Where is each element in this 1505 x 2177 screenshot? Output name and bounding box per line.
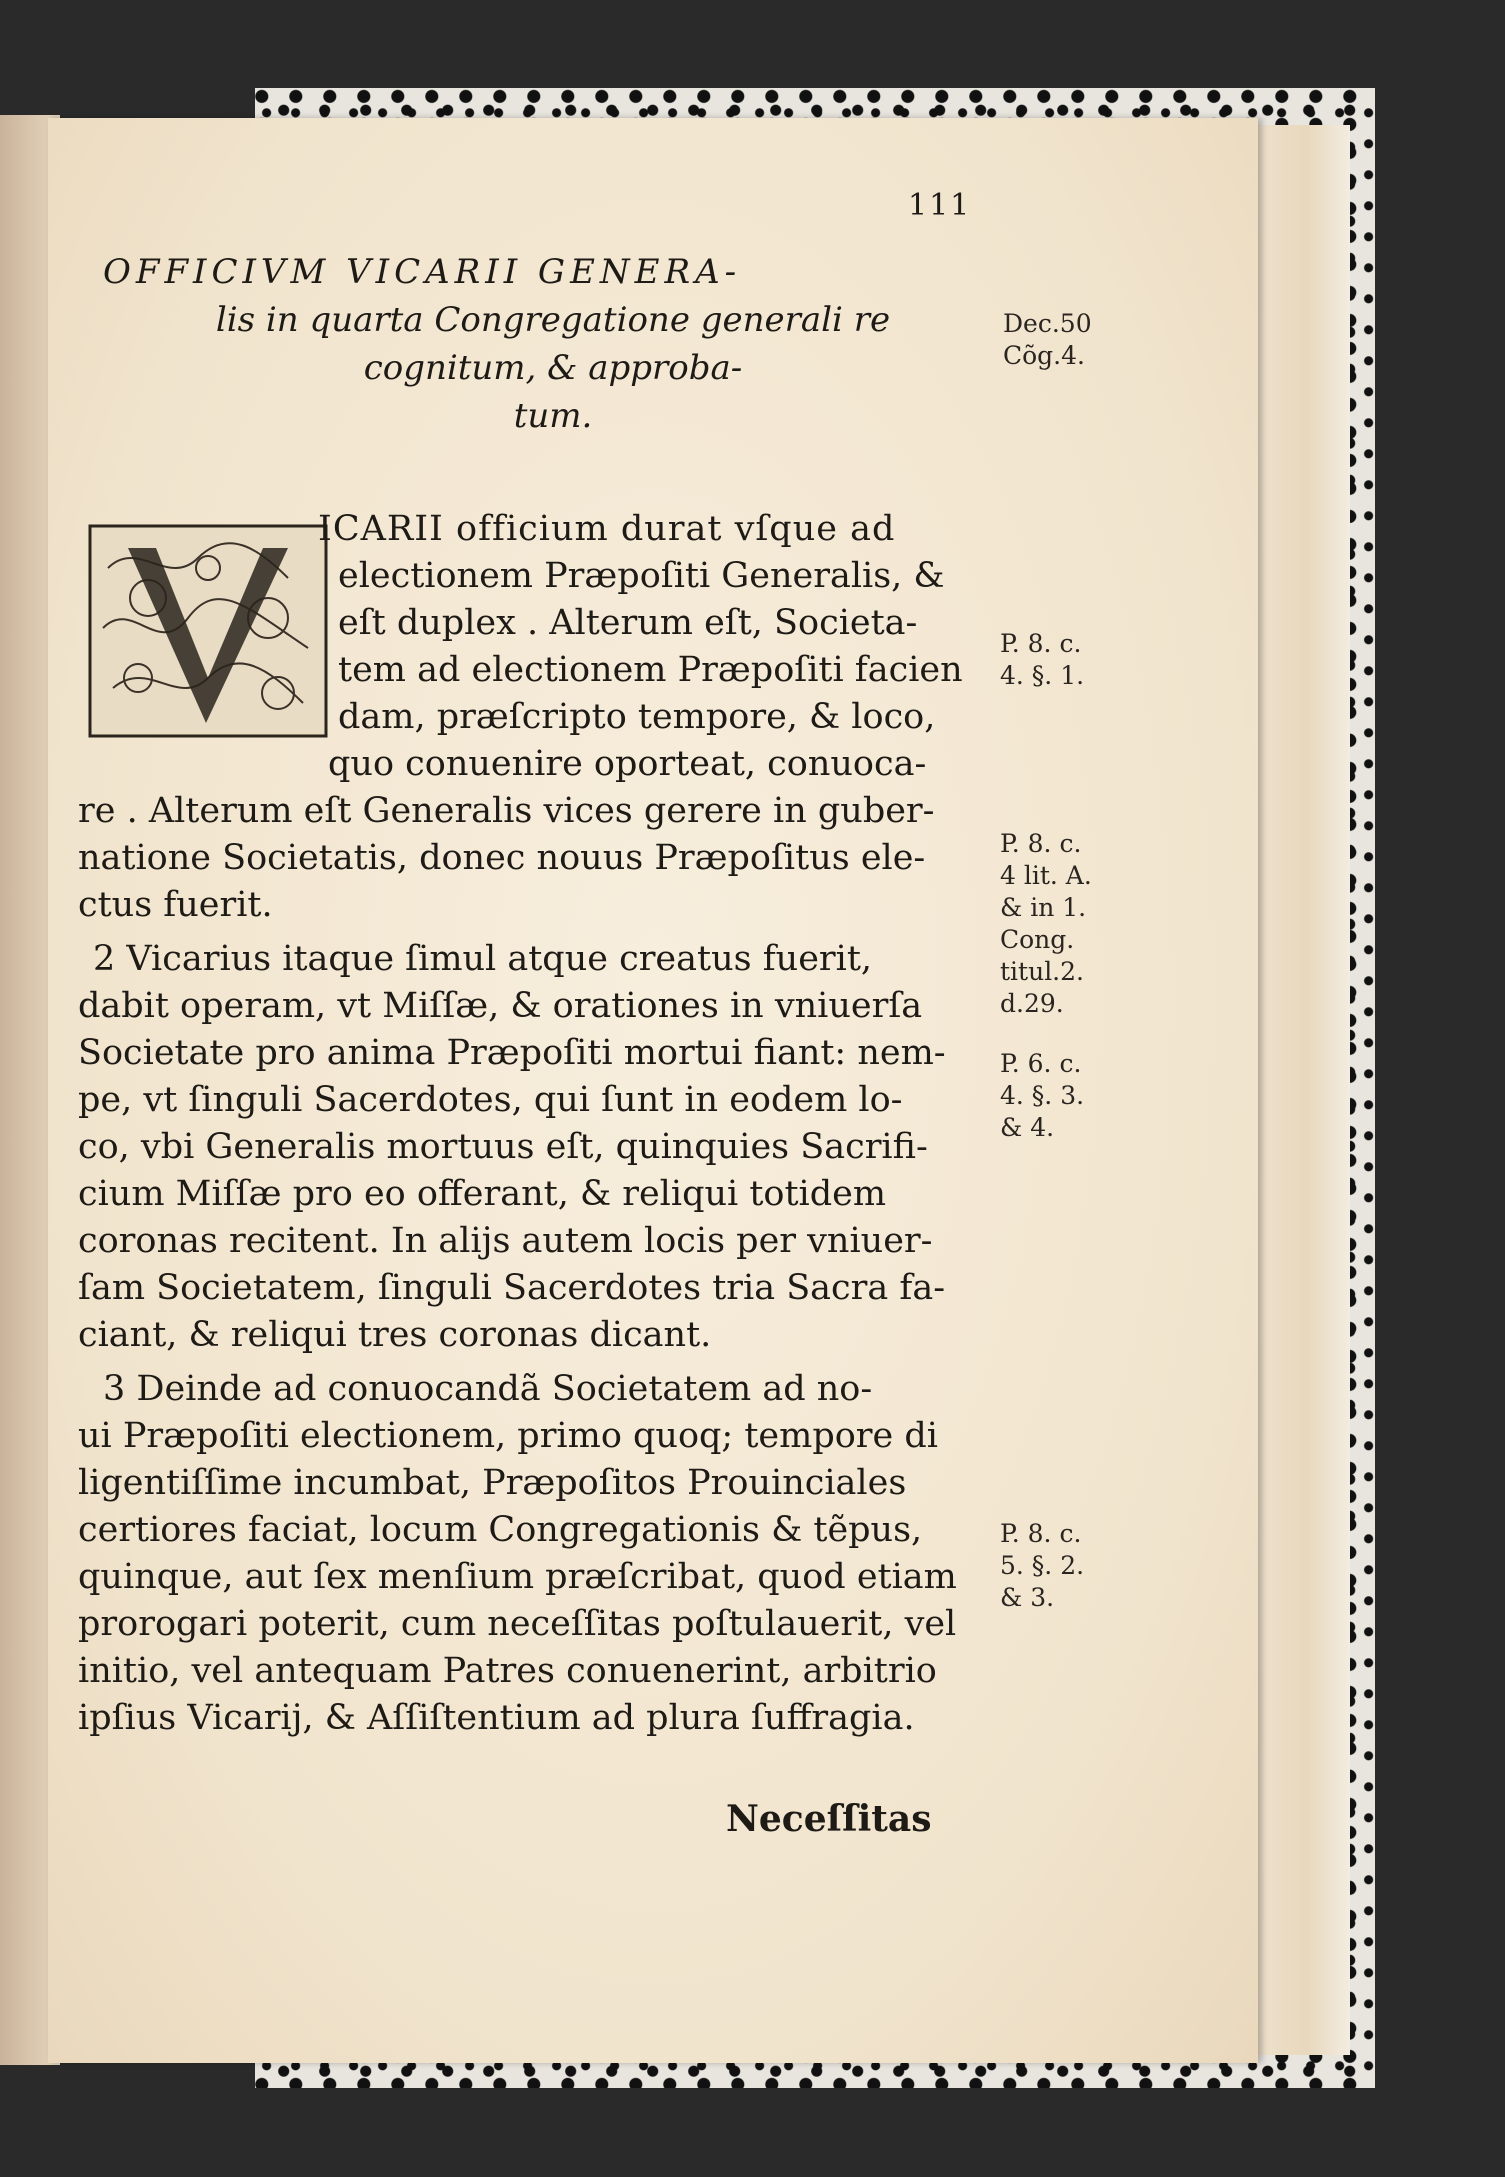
body-line: dabit operam, vt Miſſæ, & orationes in vniuerſa [78,986,923,1026]
body-line: ICARII officium durat vſque ad [318,509,896,549]
body-line: certiores faciat, locum Congregationis & tẽpus, [78,1510,923,1550]
body-line: Societate pro anima Præpoſiti mortui fiant: nem- [78,1033,946,1073]
margin-note-5: P. 8. c. 5. §. 2. & 3. [1000,1519,1085,1612]
body-line: prorogari poterit, cum neceſſitas poſtulauerit, vel [78,1604,957,1644]
chapter-title [103,248,1003,440]
body-line: pe, vt ſinguli Sacerdotes, qui ſunt in eodem lo- [78,1080,903,1120]
body-line: ui Præpoſiti electionem, primo quoq; tempore di [78,1416,938,1456]
body-line: re . Alterum eſt Generalis vices gerere in guber- [78,791,935,831]
body-line: tem ad electionem Præpoſiti facien [338,650,963,690]
body-line: 2 Vicarius itaque ſimul atque creatus fuerit, [93,939,873,979]
decorated-initial-v [88,508,328,738]
title-line-3: cognitum, & approba- [363,348,743,388]
body-line: 3 Deinde ad conuocandã Societatem ad no- [103,1369,873,1409]
body-line: ipſius Vicarij, & Aſſiſtentium ad plura ſuffragia. [78,1698,915,1738]
body-line: natione Societatis, donec nouus Præpoſitus ele- [78,838,926,878]
body-line: ctus fuerit. [78,885,273,925]
body-line: ciant, & reliqui tres coronas dicant. [78,1315,712,1355]
title-line-1: OFFICIVM VICARII GENERA- [103,252,742,292]
margin-note-2: P. 8. c. 4. §. 1. [1000,629,1085,690]
catchword: Neceſſitas [726,1798,932,1840]
body-line: ligentiſſime incumbat, Præpoſitos Prouinciales [78,1463,907,1503]
book-page [48,118,1258,2063]
margin-note-4: P. 6. c. 4. §. 3. & 4. [1000,1049,1085,1142]
body-line: ſam Societatem, ſinguli Sacerdotes tria Sacra fa- [78,1268,946,1308]
body-line: initio, vel antequam Patres conuenerint, arbitrio [78,1651,937,1691]
initial-letter: V [207,548,209,549]
body-line: quinque, aut ſex menſium præſcribat, quod etiam [78,1557,957,1597]
body-line: electionem Præpoſiti Generalis, & [338,556,945,596]
body-line: cium Miſſæ pro eo offerant, & reliqui totidem [78,1174,887,1214]
title-line-4: tum. [513,396,593,436]
body-line: quo conuenire oporteat, conuoca- [328,744,927,784]
title-line-2: lis in quarta Congregatione generali re [215,300,891,340]
margin-note-1: Dec.50 Cõg.4. [1003,309,1092,370]
margin-note-3: P. 8. c. 4 lit. A. & in 1. Cong. titul.2. d.29. [1000,829,1092,1018]
page-number: 111 [908,188,972,223]
body-line: coronas recitent. In alijs autem locis per vniuer- [78,1221,933,1261]
body-line: co, vbi Generalis mortuus eſt, quinquies Sacrifi- [78,1127,928,1167]
body-line: eſt duplex . Alterum eſt, Societa- [338,603,918,643]
body-line: dam, præſcripto tempore, & loco, [338,697,936,737]
